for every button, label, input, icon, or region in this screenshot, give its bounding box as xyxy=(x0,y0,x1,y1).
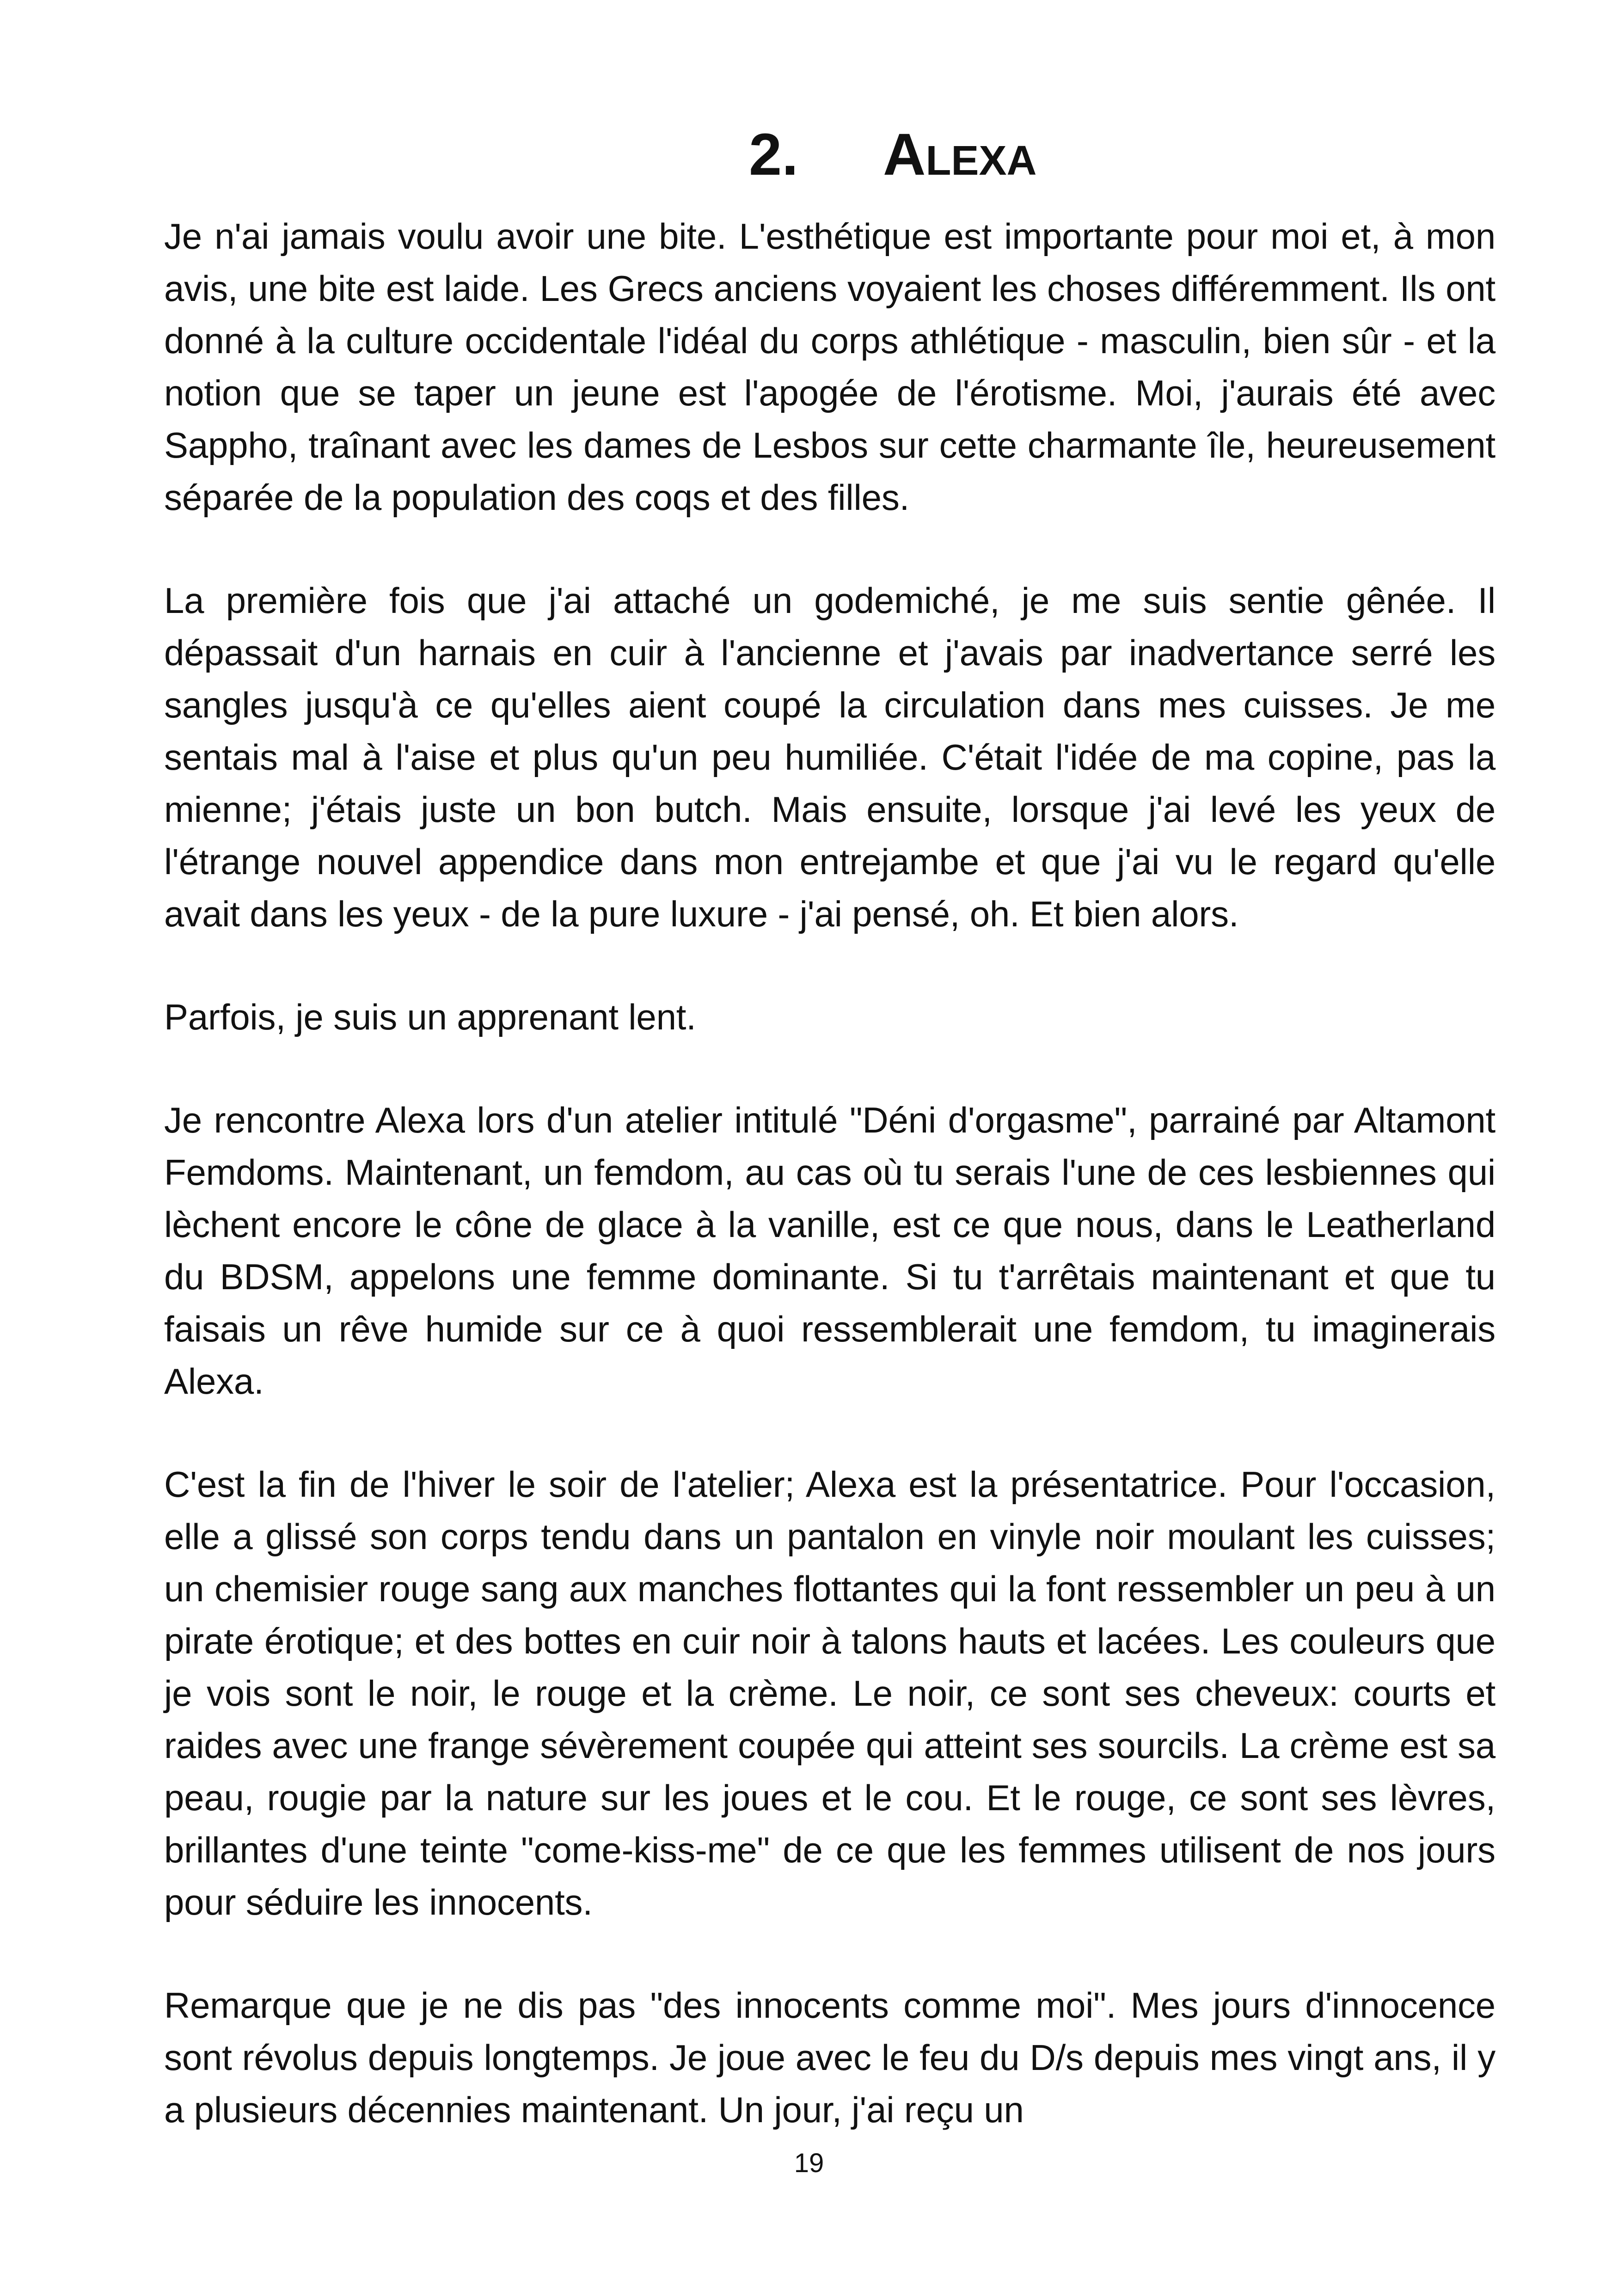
paragraph: Je rencontre Alexa lors d'un atelier intitulé "Déni d'orgasme", parrainé par Altamont Femdoms. Maintenant, un femdom, au cas où tu serais l'une de ces lesbiennes qui lèchent encore le cône de glace à la vanille, est ce que nous, dans le Leatherland du BDSM, appelons une femme dominante. Si tu t'arrêtais maintenant et que tu faisais un rêve humide sur ce à quoi ressemblerait une femdom, tu imaginerais Alexa. xyxy=(164,1100,1495,1402)
paragraph: Parfois, je suis un apprenant lent. xyxy=(164,997,696,1037)
chapter-heading xyxy=(749,116,1036,194)
page-number: 19 xyxy=(794,2148,824,2178)
paragraph: Remarque que je ne dis pas "des innocents comme moi". Mes jours d'innocence sont révolus depuis longtemps. Je joue avec le feu du D/s depuis mes vingt ans, il y a plusieurs décennies maintenant. Un jour, j'ai reçu un xyxy=(164,1985,1495,2130)
paragraph: Je n'ai jamais voulu avoir une bite. L'esthétique est importante pour moi et, à mon avis, une bite est laide. Les Grecs anciens voyaient les choses différemment. Ils ont donné à la culture occidentale l'idéal du corps athlétique - masculin, bien sûr - et la notion que se taper un jeune est l'apogée de l'érotisme. Moi, j'aurais été avec Sappho, traînant avec les dames de Lesbos sur cette charmante île, heureusement séparée de la population des coqs et des filles. xyxy=(164,216,1495,518)
chapter-number: 2. xyxy=(749,122,798,188)
body-text xyxy=(164,210,1495,2136)
paragraph: C'est la fin de l'hiver le soir de l'atelier; Alexa est la présentatrice. Pour l'occasion, elle a glissé son corps tendu dans un pantalon en vinyle noir moulant les cuisses; un chemisier rouge sang aux manches flottantes qui la font ressembler un peu à un pirate érotique; et des bottes en cuir noir à talons hauts et lacées. Les couleurs que je vois sont le noir, le rouge et la crème. Le noir, ce sont ses cheveux: courts et raides avec une frange sévèrement coupée qui atteint ses sourcils. La crème est sa peau, rougie par la nature sur les joues et le cou. Et le rouge, ce sont ses lèvres, brillantes d'une teinte "come-kiss-me" de ce que les femmes utilisent de nos jours pour séduire les innocents. xyxy=(164,1464,1495,1923)
paragraph: La première fois que j'ai attaché un godemiché, je me suis sentie gênée. Il dépassait d'un harnais en cuir à l'ancienne et j'avais par inadvertance serré les sangles jusqu'à ce qu'elles aient coupé la circulation dans mes cuisses. Je me sentais mal à l'aise et plus qu'un peu humiliée. C'était l'idée de ma copine, pas la mienne; j'étais juste un bon butch. Mais ensuite, lorsque j'ai levé les yeux de l'étrange nouvel appendice dans mon entrejambe et que j'ai vu le regard qu'elle avait dans les yeux - de la pure luxure - j'ai pensé, oh. Et bien alors. xyxy=(164,580,1495,934)
chapter-title: Alexa xyxy=(883,122,1037,188)
